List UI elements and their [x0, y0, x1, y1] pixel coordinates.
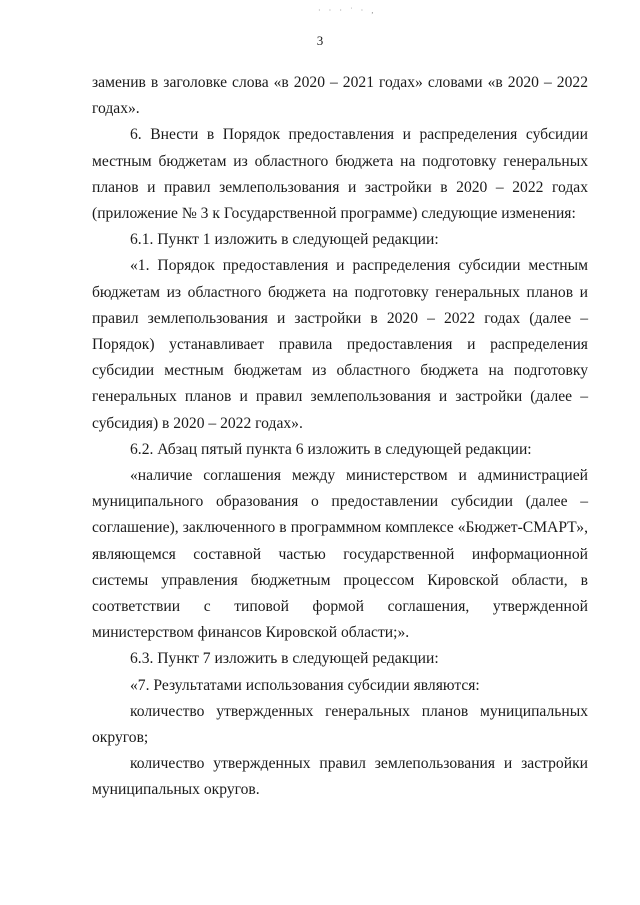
document-body: [92, 70, 588, 804]
paragraph-item-6: 6. Внести в Порядок предоставления и распределения субсидии местным бюджетам из областного бюджета на подготовку генеральных планов и правил землепользования и застройки в 2020 – 2022 годах (приложение № 3 к Государственной программе) следующие изменения:: [92, 126, 588, 223]
paragraph-item-6-1: 6.1. Пункт 1 изложить в следующей редакции:: [130, 231, 439, 249]
paragraph-item-6-2: 6.2. Абзац пятый пункта 6 изложить в следующей редакции:: [130, 440, 532, 458]
paragraph-quote-1: «1. Порядок предоставления и распределения субсидии местным бюджетам из областного бюджета на подготовку генеральных планов и правил землепользования и застройки в 2020 – 2022 годах (далее – Порядок) устанавливает правила предоставления и распределения субсидии местным бюджетам из областного бюджета на подготовку генеральных планов и правил землепользования и застройки (далее – субсидия) в 2020 – 2022 годах».: [92, 257, 588, 432]
paragraph-result-general-plans: количество утвержденных генеральных планов муниципальных округов;: [92, 702, 588, 747]
paragraph-result-land-rules: количество утвержденных правил землепользования и застройки муниципальных округов.: [92, 755, 588, 799]
paragraph-item-6-3: 6.3. Пункт 7 изложить в следующей редакции:: [130, 650, 439, 668]
paragraph-continuation: заменив в заголовке слова «в 2020 – 2021 годах» словами «в 2020 – 2022 годах».: [92, 74, 588, 118]
paragraph-quote-7: «7. Результатами использования субсидии являются:: [130, 676, 480, 694]
paragraph-quote-agreement: «наличие соглашения между министерством и администрацией муниципального образования о предоставлении субсидии (далее – соглашение), заключенного в программном комплексе «Бюджет-СМАРТ», являющемся составной частью государственной информационной системы управления бюджетным процессом Кировской области, в соответствии с типовой формой соглашения, утвержденной министерством финансов Кировской области;».: [92, 467, 588, 642]
page-number: 3: [316, 33, 324, 48]
scan-artifact: · · · ˙ · ,: [318, 6, 377, 15]
